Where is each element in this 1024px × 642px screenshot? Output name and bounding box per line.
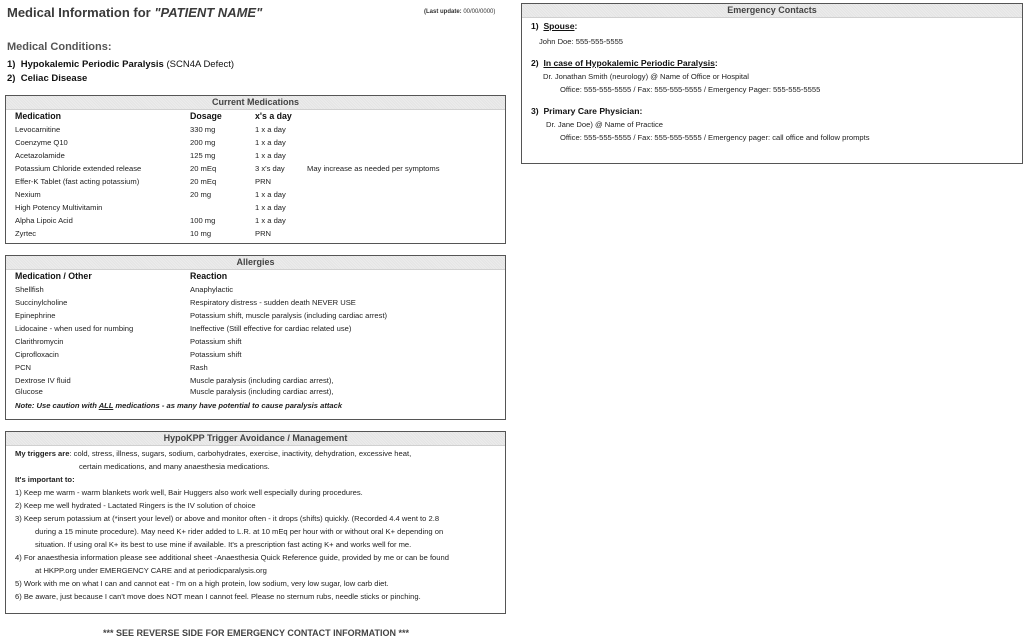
- trigger-item: 6) Be aware, just because I can't move does NOT mean I cannot feel. Please no sternum rubs, needle sticks or pinching.: [15, 592, 421, 601]
- medication-row: Levocarnitine 330 mg 1 x a day: [15, 125, 286, 134]
- conditions-heading: Medical Conditions:: [7, 41, 112, 53]
- condition-item: 1) Hypokalemic Periodic Paralysis (SCN4A Defect): [7, 59, 235, 70]
- triggers-line: My triggers are: cold, stress, illness, sugars, sodium, carbohydrates, exercise, inactivity, dehydration, excessive heat,: [15, 449, 412, 458]
- trigger-item: 1) Keep me warm - warm blankets work well, Bair Huggers also work well especially during procedures.: [15, 488, 363, 497]
- allergy-row: Epinephrine Potassium shift, muscle paralysis (including cardiac arrest): [15, 311, 388, 320]
- allergy-row: Lidocaine - when used for numbing Ineffective (Still effective for cardiac related use): [15, 324, 352, 333]
- trigger-item: situation. If using oral K+ its best to use mine if available. It's a prescription fast acting K+ and works well for me.: [35, 540, 412, 549]
- allergies-note: Note: Use caution with ALL medications - as many have potential to cause paralysis attack: [15, 401, 343, 410]
- triggers-line: certain medications, and many anaesthesia medications.: [79, 462, 270, 471]
- medication-row: Coenzyme Q10 200 mg 1 x a day: [15, 138, 286, 147]
- contacts-title: Emergency Contacts: [522, 4, 1022, 18]
- trigger-item: during a 15 minute procedure). May need K+ rider added to L.R. at 10 mEq per hour with or without oral K+ depending on: [35, 527, 444, 536]
- patient-name: "PATIENT NAME": [154, 5, 263, 20]
- allergy-row: PCN Rash: [15, 363, 208, 372]
- medication-row: Alpha Lipoic Acid 100 mg 1 x a day: [15, 216, 286, 225]
- allergy-row: Glucose Muscle paralysis (including cardiac arrest),: [15, 387, 334, 396]
- medications-header-row: Medication Dosage x's a day: [15, 111, 292, 121]
- allergy-row: Succinylcholine Respiratory distress - sudden death NEVER USE: [15, 298, 356, 307]
- medication-row: High Potency Multivitamin 1 x a day: [15, 203, 286, 212]
- contact-hkpp-line: Dr. Jonathan Smith (neurology) @ Name of Office or Hospital: [543, 72, 749, 81]
- allergy-row: Dextrose IV fluid Muscle paralysis (including cardiac arrest),: [15, 376, 334, 385]
- allergies-title: Allergies: [6, 256, 505, 270]
- medication-row: Nexium 20 mg 1 x a day: [15, 190, 286, 199]
- medications-title: Current Medications: [6, 96, 505, 110]
- contact-spouse-heading: 1) Spouse:: [531, 21, 578, 31]
- medication-row: Zyrtec 10 mg PRN: [15, 229, 272, 238]
- contact-pcp-phones: Office: 555-555-5555 / Fax: 555-555-5555 / Emergency pager: call office and follow prompts: [560, 133, 870, 142]
- allergy-row: Ciprofloxacin Potassium shift: [15, 350, 242, 359]
- contacts-box: [521, 3, 1023, 164]
- footer-note: *** SEE REVERSE SIDE FOR EMERGENCY CONTACT INFORMATION ***: [102, 628, 410, 638]
- medication-row: Potassium Chloride extended release 20 mEq 3 x's day May increase as needed per symptoms: [15, 164, 440, 173]
- allergy-row: Shellfish Anaphylactic: [15, 285, 234, 294]
- allergy-row: Clarithromycin Potassium shift: [15, 337, 242, 346]
- trigger-item: 2) Keep me well hydrated - Lactated Ringers is the IV solution of choice: [15, 501, 256, 510]
- triggers-box: [5, 431, 506, 614]
- medications-box: [5, 95, 506, 244]
- triggers-title: HypoKPP Trigger Avoidance / Management: [6, 432, 505, 446]
- trigger-item: 3) Keep serum potassium at (*insert your level) or above and monitor often - it drops (shifts) quickly. (Recorded 4.4 went to 2.8: [15, 514, 440, 523]
- medication-row: Acetazolamide 125 mg 1 x a day: [15, 151, 286, 160]
- important-heading: It's important to:: [15, 475, 75, 484]
- medication-row: Effer-K Tablet (fast acting potassium) 20 mEq PRN: [15, 177, 272, 186]
- contact-hkpp-phones: Office: 555-555-5555 / Fax: 555-555-5555 / Emergency Pager: 555-555-5555: [560, 85, 821, 94]
- trigger-item: 4) For anaesthesia information please see additional sheet -Anaesthesia Quick Reference guide, provided by me or can be found: [15, 553, 449, 562]
- allergies-header-row: Medication / Other Reaction: [15, 271, 228, 281]
- condition-item: 2) Celiac Disease: [7, 73, 88, 84]
- contact-spouse-line: John Doe: 555-555-5555: [539, 37, 624, 46]
- trigger-item: 5) Work with me on what I can and cannot eat - I'm on a high protein, low sodium, very low sugar, low carb diet.: [15, 579, 389, 588]
- page-title: Medical Information for "PATIENT NAME": [7, 5, 263, 20]
- trigger-item: at HKPP.org under EMERGENCY CARE and at periodicparalysis.org: [35, 566, 267, 575]
- contact-hkpp-heading: 2) In case of Hypokalemic Periodic Paralysis:: [531, 58, 718, 68]
- contact-pcp-line: Dr. Jane Doe) @ Name of Practice: [546, 120, 664, 129]
- last-update: (Last update: 00/00/0000): [424, 9, 496, 15]
- contact-pcp-heading: 3) Primary Care Physician:: [531, 106, 643, 116]
- allergies-box: [5, 255, 506, 420]
